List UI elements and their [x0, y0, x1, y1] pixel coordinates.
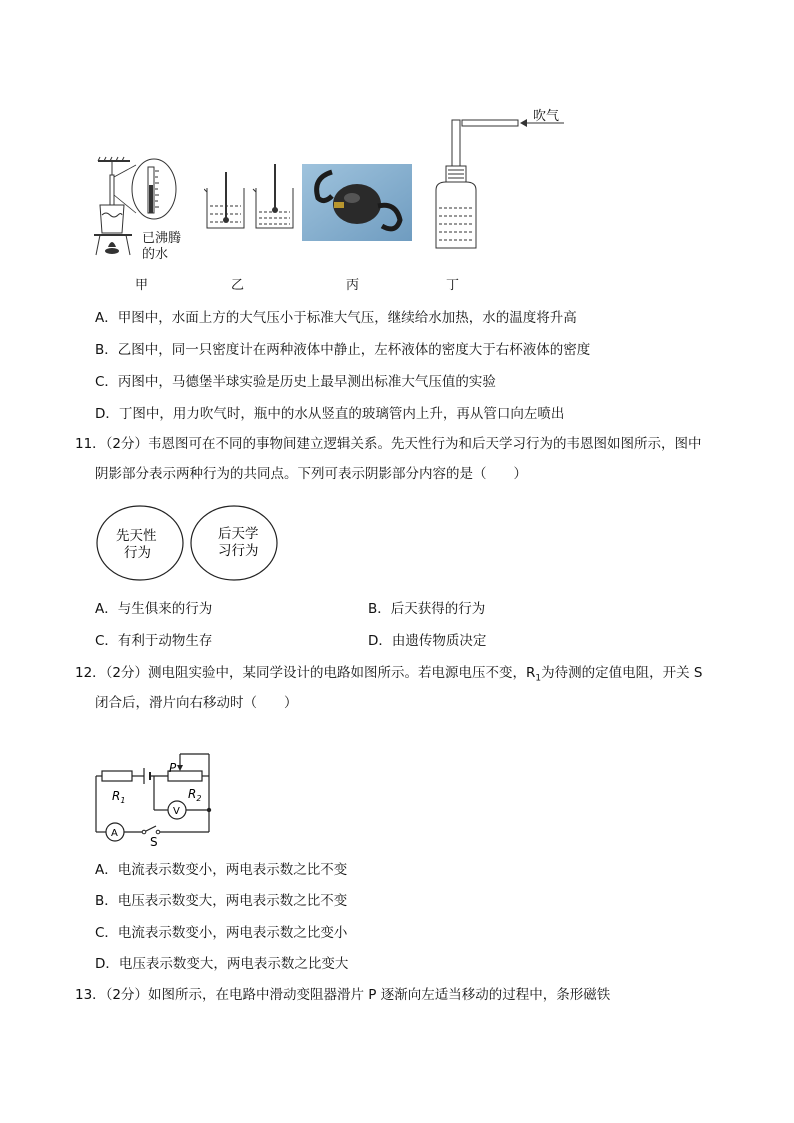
q12-stem-line2: 闭合后，滑片向右移动时（ ） — [95, 695, 298, 711]
blow-label: 吹气 — [533, 109, 560, 124]
q11-option-a: A．与生俱来的行为 — [95, 601, 213, 617]
r2-label: $R_2$ — [188, 787, 202, 803]
r1-subscript: 1 — [535, 673, 542, 684]
venn-diagram — [94, 504, 284, 584]
q11-stem-line1: 11．（2分）韦恩图可在不同的事物间建立逻辑关系。先天性行为和后天学习行为的韦恩图如图所示，图中 — [75, 436, 702, 452]
q12-stem-line1: 12．（2分）测电阻实验中，某同学设计的电路如图所示。若电源电压不变，$R_1$为待测的定值电阻，开关 S — [75, 665, 703, 684]
figure-ding-bottle — [428, 108, 578, 250]
q11-option-b: B．后天获得的行为 — [368, 601, 486, 617]
q10-option-d: D．丁图中，用力吹气时，瓶中的水从竖直的玻璃管内上升，再从管口向左喷出 — [95, 406, 565, 422]
caption-yi: 乙 — [231, 278, 245, 293]
caption-jia: 甲 — [135, 278, 149, 293]
q11-stem-line2: 阴影部分表示两种行为的共同点。下列可表示阴影部分内容的是（ ） — [95, 466, 527, 482]
circuit-diagram — [92, 752, 222, 848]
venn-right-label-2: 习行为 — [218, 543, 259, 559]
q12-option-b: B．电压表示数变大，两电表示数之比不变 — [95, 893, 348, 909]
venn-left-label-2: 行为 — [124, 545, 151, 561]
venn-left-label-1: 先天性 — [116, 528, 157, 544]
q10-option-b: B．乙图中，同一只密度计在两种液体中静止，左杯液体的密度大于右杯液体的密度 — [95, 342, 591, 358]
ammeter-label: A — [111, 828, 118, 839]
r1-label: $R_1$ — [112, 789, 126, 805]
q12-option-d: D．电压表示数变大，两电表示数之比变大 — [95, 956, 349, 972]
q10-option-a: A．甲图中，水面上方的大气压小于标准大气压，继续给水加热，水的温度将升高 — [95, 310, 577, 326]
q10-option-c: C．丙图中，马德堡半球实验是历史上最早测出标准大气压值的实验 — [95, 374, 496, 390]
switch-s-label: S — [150, 835, 158, 848]
voltmeter-label: V — [173, 806, 180, 817]
venn-right-label-1: 后天学 — [218, 526, 259, 542]
figure-yi-beakers — [204, 162, 299, 234]
q11-option-c: C．有利于动物生存 — [95, 633, 213, 649]
q12-option-c: C．电流表示数变小，两电表示数之比变小 — [95, 925, 348, 941]
caption-bing: 丙 — [346, 278, 360, 293]
caption-ding: 丁 — [446, 278, 460, 293]
q12-option-a: A．电流表示数变小，两电表示数之比不变 — [95, 862, 348, 878]
figure-bing-magdeburg-photo — [302, 164, 412, 241]
slider-p-label: P — [169, 761, 177, 775]
q11-option-d: D．由遗传物质决定 — [368, 633, 487, 649]
boiled-water-label: 已沸腾 的水 — [142, 231, 182, 262]
q13-stem-line1: 13．（2分）如图所示，在电路中滑动变阻器滑片 P 逐渐向左适当移动的过程中，条形磁铁 — [75, 987, 611, 1003]
